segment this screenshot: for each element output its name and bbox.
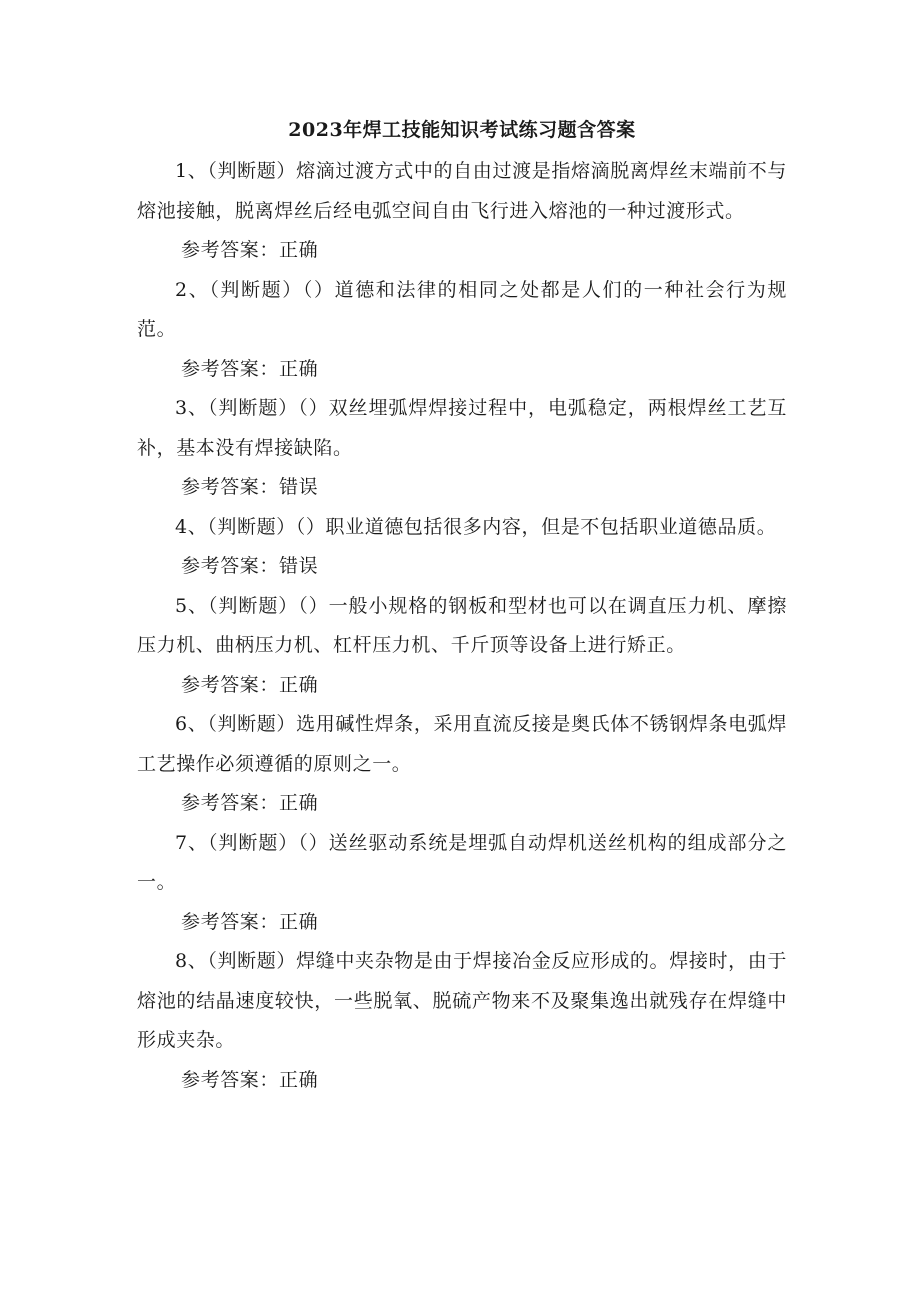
answer-value: 正确 [279,357,319,380]
answer-2 [137,350,787,390]
question-number: 5、 [175,594,208,617]
answer-prefix: 参考答案： [181,555,280,577]
document-page [137,112,787,1100]
question-number: 7、 [175,831,208,854]
answer-1 [137,231,787,271]
answer-7 [137,903,787,943]
question-text: （判断题）（）双丝埋弧焊焊接过程中，电弧稳定，两根焊丝工艺互补，基本没有焊接缺陷。 [137,397,787,459]
question-text: （判断题）选用碱性焊条，采用直流反接是奥氏体不锈钢焊条电弧焊工艺操作必须遵循的原则之一。 [137,713,787,775]
question-text: （判断题）焊缝中夹杂物是由于焊接冶金反应形成的。焊接时，由于熔池的结晶速度较快，一些脱氧、脱硫产物来不及聚集逸出就残存在焊缝中形成夹杂。 [137,950,787,1051]
question-2 [137,271,787,350]
answer-8 [137,1061,787,1101]
question-number: 1、 [175,160,208,182]
question-8 [137,942,787,1061]
question-number: 4、 [175,515,208,538]
question-6 [137,705,787,784]
answer-4 [137,547,787,587]
answer-prefix: 参考答案： [181,239,280,261]
question-7 [137,824,787,903]
answer-prefix: 参考答案： [181,476,280,498]
question-text: （判断题）（）一般小规格的钢板和型材也可以在调直压力机、摩擦压力机、曲柄压力机、杠杆压力机、千斤顶等设备上进行矫正。 [137,594,787,656]
question-number: 8、 [175,950,208,972]
question-text: （判断题）（）道德和法律的相同之处都是人们的一种社会行为规范。 [137,278,787,340]
question-text: （判断题）（）送丝驱动系统是埋弧自动焊机送丝机构的组成部分之一。 [137,831,787,893]
answer-value: 错误 [279,555,319,577]
question-text: （判断题）（）职业道德包括很多内容，但是不包括职业道德品质。 [207,515,777,538]
question-5 [137,587,787,666]
document-title: 2023年焊工技能知识考试练习题含答案 [288,119,636,141]
answer-prefix: 参考答案： [181,673,280,696]
question-3 [137,389,787,468]
answer-value: 正确 [279,792,319,814]
question-number: 3、 [175,397,208,419]
question-4 [137,508,787,548]
answer-value: 正确 [279,910,319,933]
question-number: 6、 [175,713,208,735]
answer-6 [137,784,787,824]
answer-prefix: 参考答案： [181,910,280,933]
answer-prefix: 参考答案： [181,792,280,814]
answer-value: 正确 [279,1068,319,1091]
answer-5 [137,666,787,706]
question-text: （判断题）熔滴过渡方式中的自由过渡是指熔滴脱离焊丝末端前不与熔池接触，脱离焊丝后经电弧空间自由飞行进入熔池的一种过渡形式。 [137,160,787,222]
answer-value: 正确 [279,239,319,261]
answer-value: 正确 [279,673,319,696]
question-1 [137,152,787,231]
answer-value: 错误 [279,476,319,498]
question-number: 2、 [175,278,210,301]
answer-3 [137,468,787,508]
answer-prefix: 参考答案： [181,1068,280,1091]
answer-prefix: 参考答案： [181,357,280,380]
question-list [137,152,787,1100]
